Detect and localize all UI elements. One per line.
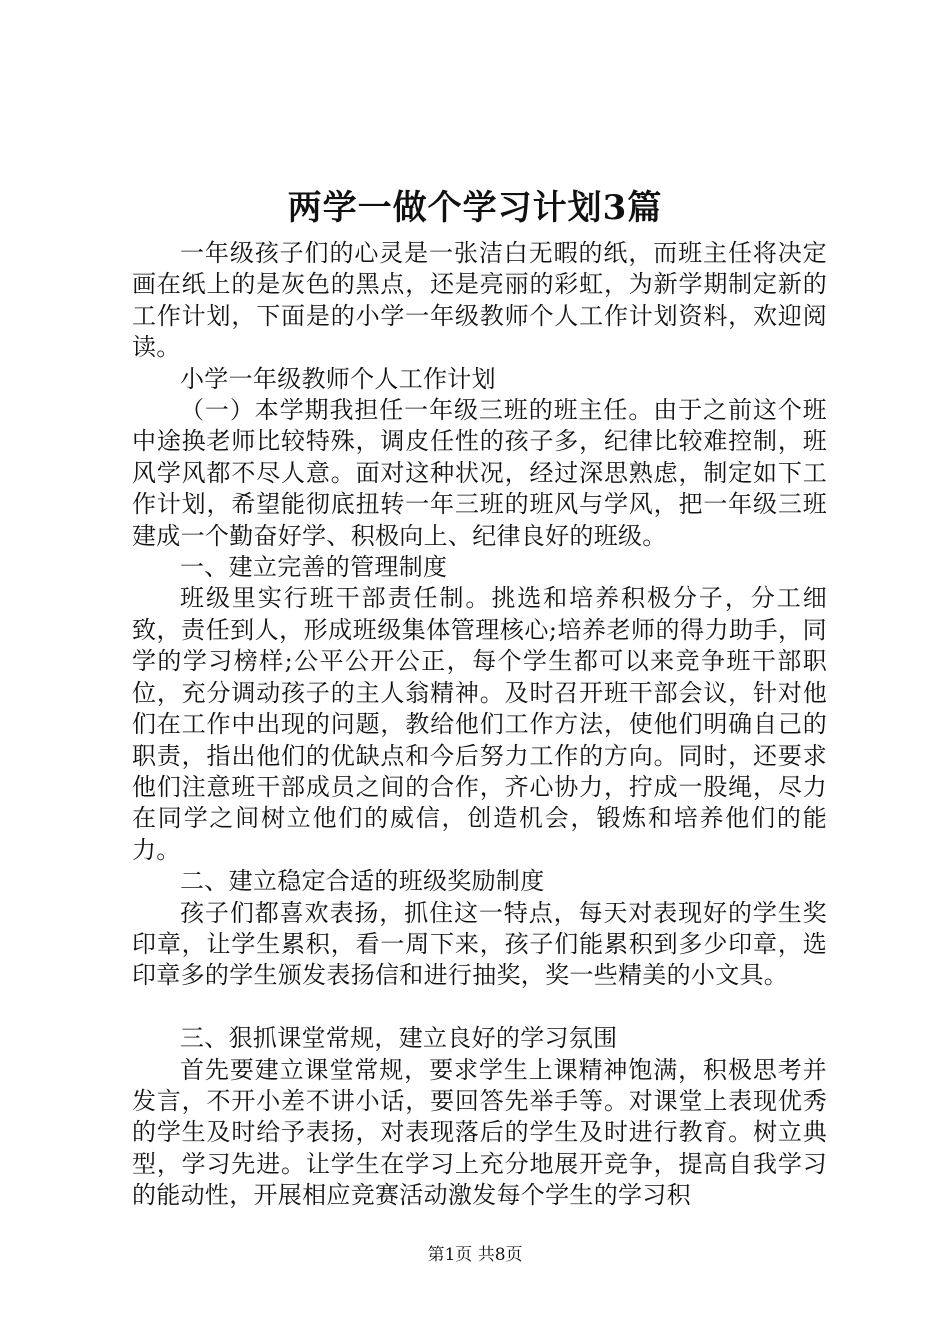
section-subtitle: 小学一年级教师个人工作计划 (180, 364, 496, 393)
paragraph-class-cadre: 班级里实行班干部责任制。挑选和培养积极分子，分工细致，责任到人，形成班级集体管理核心;培养老师的得力助手，同学的学习榜样;公平公开公正，每个学生都可以来竞争班干部职位，充分调动孩子的主人翁精神。及时召开班干部会议，针对他们在工作中出现的问题，教给他们工作方法，使他们明确自己的职责，指出他们的优缺点和今后努力工作的方向。同时，还要求他们注意班干部成员之间的合作，齐心协力，拧成一股绳，尽力在同学之间树立他们的威信，创造机会，锻炼和培养他们的能力。 (132, 584, 827, 864)
heading-management-system: 一、建立完善的管理制度 (180, 553, 448, 582)
heading-reward-system: 二、建立稳定合适的班级奖励制度 (180, 867, 545, 896)
document-title: 两学一做个学习计划3篇 (287, 188, 663, 228)
paragraph-classroom-routine: 首先要建立课堂常规，要求学生上课精神饱满，积极思考并发言，不开小差不讲小话，要回答先举手等。对课堂上表现优秀的学生及时给予表扬，对表现落后的学生及时进行教育。树立典型，学习先进。让学生在学习上充分地展开竞争，提高自我学习的能动性，开展相应竞赛活动激发每个学生的学习积 (132, 1055, 827, 1210)
intro-paragraph: 一年级孩子们的心灵是一张洁白无暇的纸，而班主任将决定画在纸上的是灰色的黑点，还是亮丽的彩虹，为新学期制定新的工作计划，下面是的小学一年级教师个人工作计划资料，欢迎阅读。 (132, 239, 827, 362)
paragraph-overview: （一）本学期我担任一年级三班的班主任。由于之前这个班中途换老师比较特殊，调皮任性的孩子多，纪律比较难控制，班风学风都不尽人意。面对这种状况，经过深思熟虑，制定如下工作计划，希望能彻底扭转一年三班的班风与学风，把一年级三班建成一个勤奋好学、积极向上、纪律良好的班级。 (132, 396, 827, 550)
document-body (132, 238, 827, 1212)
page-footer: 第1页 共8页 (427, 1245, 523, 1265)
paragraph-rewards: 孩子们都喜欢表扬，抓住这一特点，每天对表现好的学生奖印章，让学生累积，看一周下来，孩子们能累积到多少印章，选印章多的学生颁发表扬信和进行抽奖，奖一些精美的小文具。 (132, 898, 827, 990)
blank-line (132, 992, 827, 1023)
heading-classroom-routine: 三、狠抓课堂常规，建立良好的学习氛围 (180, 1024, 618, 1053)
